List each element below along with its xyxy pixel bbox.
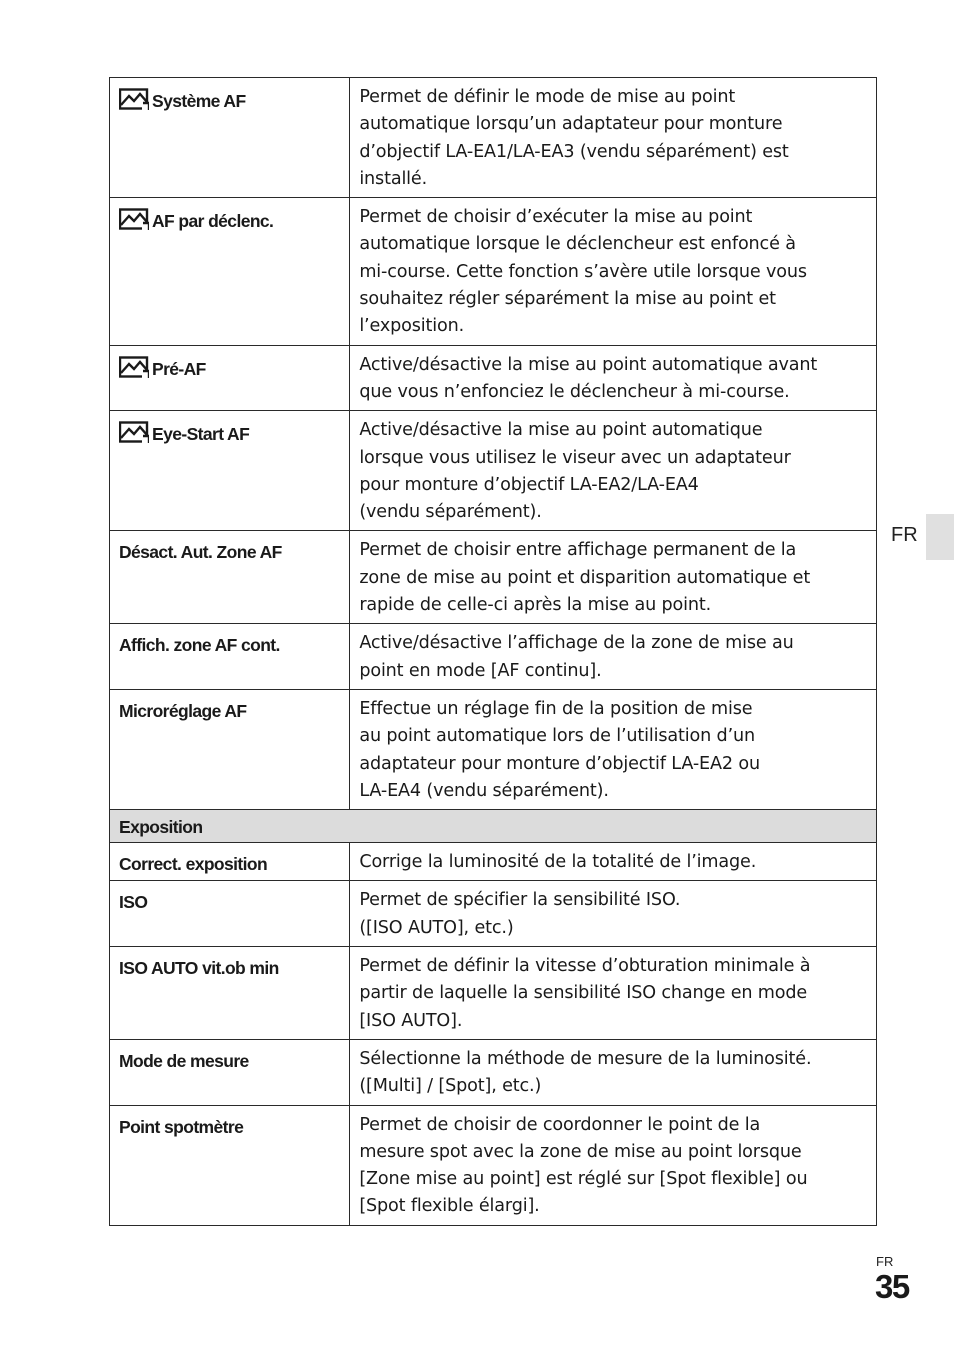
page-number: 35: [875, 1268, 909, 1305]
description-text: [350, 624, 876, 689]
description-line: (vendu séparément).: [359, 502, 542, 523]
description-cell: [350, 78, 877, 198]
description-line: Effectue un réglage fin de la position de mise: [359, 698, 753, 719]
term-label: ISO AUTO vit.ob min: [119, 958, 279, 979]
term-cell: [110, 1105, 350, 1225]
term-label: Point spotmètre: [119, 1116, 244, 1137]
description-text: [350, 1106, 876, 1225]
description-line: que vous n’enfonciez le déclencheur à mi-course.: [359, 381, 790, 402]
settings-table: [109, 77, 877, 1226]
description-line: LA-EA4 (vendu séparément).: [359, 780, 609, 801]
description-line: [ISO AUTO].: [359, 1010, 463, 1031]
description-cell: [350, 689, 877, 809]
description-line: au point automatique lors de l’utilisation d’un: [359, 726, 756, 747]
term-label: Eye-Start AF: [152, 424, 250, 445]
description-line: d’objectif LA-EA1/LA-EA3 (vendu séparément) est: [359, 141, 789, 162]
description-cell: [350, 411, 877, 531]
term-label: Pré-AF: [152, 358, 206, 379]
table-row: [110, 624, 877, 690]
description-line: Active/désactive l’affichage de la zone de mise au: [359, 633, 794, 654]
description-line: installé.: [359, 168, 428, 189]
term-cell: [110, 1039, 350, 1105]
term-container: [110, 198, 349, 236]
still-image-icon: [119, 208, 149, 230]
description-cell: [350, 1039, 877, 1105]
table-row: [110, 198, 877, 345]
term-label: Désact. Aut. Zone AF: [119, 542, 282, 563]
description-cell: [350, 531, 877, 624]
description-cell: [350, 881, 877, 947]
term-cell: [110, 411, 350, 531]
term-container: [110, 843, 349, 879]
description-line: ([Multi] / [Spot], etc.): [359, 1076, 542, 1097]
term-cell: [110, 198, 350, 345]
description-line: point en mode [AF continu].: [359, 660, 602, 681]
description-line: Permet de définir la vitesse d’obturation minimale à: [359, 956, 811, 977]
term-cell: [110, 843, 350, 881]
table-row: [110, 843, 877, 881]
description-line: lorsque vous utilisez le viseur avec un adaptateur: [359, 447, 791, 468]
description-line: Active/désactive la mise au point automatique avant: [359, 354, 818, 375]
description-line: rapide de celle-ci après la mise au point.: [359, 595, 712, 616]
table-row: [110, 1039, 877, 1105]
term-label: Système AF: [152, 91, 246, 111]
description-line: mi-course. Cette fonction s’avère utile lorsque vous: [359, 261, 807, 282]
table-row: [110, 1105, 877, 1225]
description-line: Sélectionne la méthode de mesure de la luminosité.: [359, 1048, 812, 1069]
description-cell: [350, 198, 877, 345]
footer-language: FR: [876, 1254, 894, 1269]
term-label: Affich. zone AF cont.: [119, 635, 280, 656]
term-container: [110, 624, 349, 660]
description-line: Permet de définir le mode de mise au point: [359, 87, 736, 107]
description-line: [Spot flexible élargi].: [359, 1196, 540, 1217]
description-line: [Zone mise au point] est réglé sur [Spot flexible] ou: [359, 1169, 808, 1190]
description-cell: [350, 947, 877, 1040]
table-row: [110, 881, 877, 947]
description-cell: [350, 345, 877, 411]
term-label: Correct. exposition: [119, 854, 268, 875]
still-image-icon: [119, 88, 149, 110]
description-line: automatique lorsqu’un adaptateur pour monture: [359, 114, 783, 135]
term-cell: [110, 78, 350, 198]
term-label: Mode de mesure: [119, 1050, 249, 1071]
description-line: mesure spot avec la zone de mise au point lorsque: [359, 1141, 802, 1162]
section-header-row: [110, 810, 877, 843]
description-text: [350, 531, 876, 623]
description-line: partir de laquelle la sensibilité ISO change en mode: [359, 983, 808, 1004]
term-container: [110, 690, 349, 726]
term-cell: [110, 531, 350, 624]
description-line: Permet de spécifier la sensibilité ISO.: [359, 890, 681, 911]
term-container: [110, 346, 349, 384]
description-text: [350, 411, 876, 530]
description-text: [350, 78, 876, 197]
term-container: [110, 531, 349, 567]
section-title: Exposition: [119, 817, 203, 838]
table-row: [110, 345, 877, 411]
description-text: [350, 346, 876, 411]
table-row: [110, 411, 877, 531]
still-image-icon: [119, 421, 149, 443]
term-cell: [110, 345, 350, 411]
description-text: [350, 881, 876, 946]
description-cell: [350, 843, 877, 881]
settings-table-body: [110, 78, 877, 1226]
term-cell: [110, 689, 350, 809]
description-line: Permet de choisir de coordonner le point de la: [359, 1114, 761, 1135]
table-row: [110, 947, 877, 1040]
language-tab-label: FR: [891, 524, 918, 546]
term-label: ISO: [119, 892, 148, 913]
description-line: adaptateur pour monture d’objectif LA-EA2 ou: [359, 753, 760, 774]
table-row: [110, 531, 877, 624]
table-row: [110, 689, 877, 809]
description-line: pour monture d’objectif LA-EA2/LA-EA4: [359, 474, 699, 495]
language-tab: [926, 514, 954, 560]
description-text: [350, 947, 876, 1039]
still-image-icon: [119, 356, 149, 378]
description-text: [350, 690, 876, 809]
term-cell: [110, 624, 350, 690]
description-text: [350, 1040, 876, 1105]
description-cell: [350, 1105, 877, 1225]
term-container: [110, 1106, 349, 1142]
description-cell: [350, 624, 877, 690]
description-text: [350, 843, 876, 880]
term-container: [110, 881, 349, 917]
term-label: AF par déclenc.: [152, 211, 274, 232]
description-text: [350, 198, 876, 344]
description-line: automatique lorsque le déclencheur est enfoncé à: [359, 234, 796, 255]
description-line: Corrige la luminosité de la totalité de l’image.: [359, 852, 757, 873]
description-line: Permet de choisir d’exécuter la mise au point: [359, 207, 753, 228]
description-line: Permet de choisir entre affichage permanent de la: [359, 540, 797, 561]
term-label: Microréglage AF: [119, 700, 247, 721]
description-line: zone de mise au point et disparition automatique et: [359, 567, 811, 588]
description-line: Active/désactive la mise au point automatique: [359, 420, 763, 441]
description-line: ([ISO AUTO], etc.): [359, 917, 514, 938]
table-row: [110, 78, 877, 198]
description-line: l’exposition.: [359, 316, 465, 337]
section-header-cell: [110, 810, 877, 843]
term-container: [110, 947, 349, 983]
term-container: [110, 411, 349, 449]
term-cell: [110, 947, 350, 1040]
term-cell: [110, 881, 350, 947]
term-container: [110, 1040, 349, 1076]
term-container: [110, 78, 349, 116]
description-line: souhaitez régler séparément la mise au point et: [359, 289, 776, 310]
